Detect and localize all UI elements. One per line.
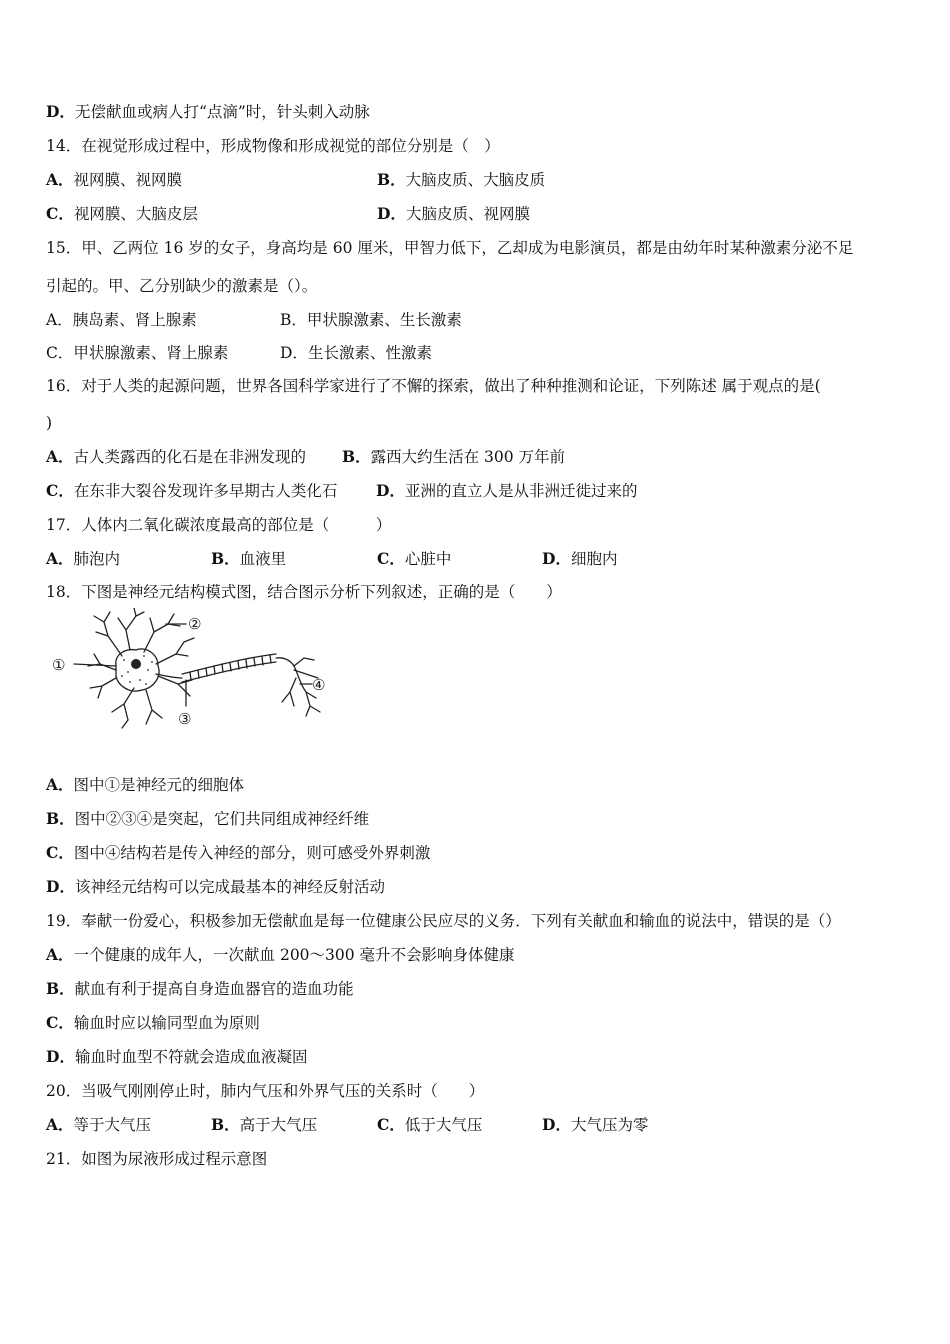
q17-option-a [46,549,120,569]
q15-stem-line2: 引起的。甲、乙分别缺少的激素是（）。 [46,277,318,295]
option-letter: D． [542,549,571,568]
option-letter: A． [46,447,74,466]
q16-option-b [342,447,565,467]
q18-stem: 18．下图是神经元结构模式图，结合图示分析下列叙述，正确的是（ ） [46,583,562,601]
q19-option-a [46,945,515,965]
q15-stem-line1: 15．甲、乙两位 16 岁的女子，身高均是 60 厘米，甲智力低下，乙却成为电影演员，都是由幼年时某种激素分泌不足 [46,239,854,257]
figure-label-4: ④ [312,676,326,694]
option-letter: C． [46,843,74,862]
option-letter: A． [46,775,74,794]
q16-stem-line2: ) [46,414,53,432]
option-text: 一个健康的成年人，一次献血 200～300 毫升不会影响身体健康 [73,946,515,964]
option-letter: B． [280,311,307,329]
q19-stem: 19．奉献一份爱心，积极参加无偿献血是每一位健康公民应尽的义务．下列有关献血和输血的说法中，错误的是（） [46,912,841,930]
q18-option-b [46,809,369,829]
q20-option-a [46,1115,151,1135]
option-text: 血液里 [239,550,287,568]
q17-stem: 17．人体内二氧化碳浓度最高的部位是（ ） [46,516,392,534]
q19-option-c [46,1013,260,1033]
q18-option-c [46,843,430,863]
option-letter: C． [377,1115,405,1134]
option-text: 露西大约生活在 300 万年前 [370,448,566,466]
option-letter: D． [46,102,75,121]
option-letter: C． [46,481,74,500]
option-text: 生长激素、性激素 [307,344,432,362]
q19-option-d [46,1047,307,1067]
option-text: 古人类露西的化石是在非洲发现的 [73,448,307,466]
option-letter: D． [280,344,308,362]
option-letter: A． [46,311,73,329]
option-letter: B． [46,979,75,998]
q15-option-c [46,343,228,363]
neuron-diagram [44,608,344,732]
option-text: 图中②③④是突起，它们共同组成神经纤维 [74,810,370,828]
option-text: 该神经元结构可以完成最基本的神经反射活动 [74,878,385,896]
option-text: 视网膜、视网膜 [73,171,183,189]
q14-option-c [46,204,198,224]
figure-label-1: ① [52,656,66,674]
q16-options-row1 [46,447,906,467]
figure-label-2: ② [188,615,202,633]
q17-option-c [377,549,451,569]
option-text: 等于大气压 [73,1116,152,1134]
option-text: 大脑皮质、视网膜 [405,205,530,223]
q15-option-d [280,343,432,363]
q20-option-b [211,1115,317,1135]
option-letter: D． [542,1115,571,1134]
option-letter: A． [46,549,74,568]
option-letter: A． [46,170,74,189]
option-text: 输血时应以输同型血为原则 [73,1014,260,1032]
q15-option-a [46,310,197,330]
q20-options-row [46,1115,906,1135]
q18-option-a [46,775,244,795]
q17-option-d [542,549,617,569]
option-text: 图中④结构若是传入神经的部分，则可感受外界刺激 [73,844,431,862]
q14-option-d [377,204,530,224]
option-text: 献血有利于提高自身造血器官的造血功能 [74,980,354,998]
option-letter: C． [377,549,405,568]
option-text: 大脑皮质、大脑皮质 [405,171,546,189]
option-letter: B． [46,809,75,828]
option-letter: C． [46,344,74,362]
q17-options-row [46,549,906,569]
q15-options-row1 [46,310,906,330]
q16-options-row2 [46,481,906,501]
q14-option-b [377,170,545,190]
q16-option-c [46,481,337,501]
option-text: 大气压为零 [570,1116,649,1134]
option-letter: D． [46,1047,75,1066]
option-text: 甲状腺激素、肾上腺素 [73,344,229,362]
q18-option-d [46,877,385,897]
option-text: 在东非大裂谷发现许多早期古人类化石 [73,482,338,500]
nucleus [131,659,141,669]
q14-option-a [46,170,182,190]
q20-stem: 20．当吸气刚刚停止时，肺内气压和外界气压的关系时（ ） [46,1082,485,1100]
option-letter: B． [377,170,406,189]
figure-label-3: ③ [178,710,192,728]
option-letter: B． [342,447,371,466]
option-letter: A． [46,945,74,964]
q17-option-b [211,549,286,569]
option-letter: D． [376,481,405,500]
option-letter: D． [46,877,75,896]
q21-stem: 21．如图为尿液形成过程示意图 [46,1150,268,1168]
myelinated-axon [182,654,276,682]
q14-options-row1 [46,170,906,190]
q15-option-b [280,310,462,330]
option-letter: D． [377,204,406,223]
q14-options-row2 [46,204,906,224]
option-text: 肺泡内 [73,550,121,568]
option-text: 低于大气压 [404,1116,483,1134]
option-letter: C． [46,1013,74,1032]
option-text: 无偿献血或病人打“点滴”时，针头刺入动脉 [74,103,370,121]
q13-option-d [46,102,370,122]
q16-stem-line1: 16．对于人类的起源问题，世界各国科学家进行了不懈的探索，做出了种种推测和论证，下列陈述 属于观点的是( [46,377,821,395]
q20-option-c [377,1115,482,1135]
option-text: 心脏中 [404,550,452,568]
q19-option-b [46,979,354,999]
q15-options-row2 [46,343,906,363]
option-letter: A． [46,1115,74,1134]
q20-option-d [542,1115,648,1135]
option-text: 细胞内 [570,550,618,568]
option-text: 视网膜、大脑皮层 [73,205,198,223]
option-text: 图中①是神经元的细胞体 [73,776,245,794]
q14-stem: 14．在视觉形成过程中，形成物像和形成视觉的部位分别是（ ） [46,137,500,155]
option-text: 高于大气压 [239,1116,318,1134]
option-text: 亚洲的直立人是从非洲迁徙过来的 [404,482,638,500]
option-letter: C． [46,204,74,223]
option-letter: B． [211,1115,240,1134]
option-text: 胰岛素、肾上腺素 [72,311,197,329]
q16-option-a [46,447,306,467]
option-letter: B． [211,549,240,568]
option-text: 甲状腺激素、生长激素 [306,311,462,329]
q16-option-d [376,481,637,501]
option-text: 输血时血型不符就会造成血液凝固 [74,1048,308,1066]
